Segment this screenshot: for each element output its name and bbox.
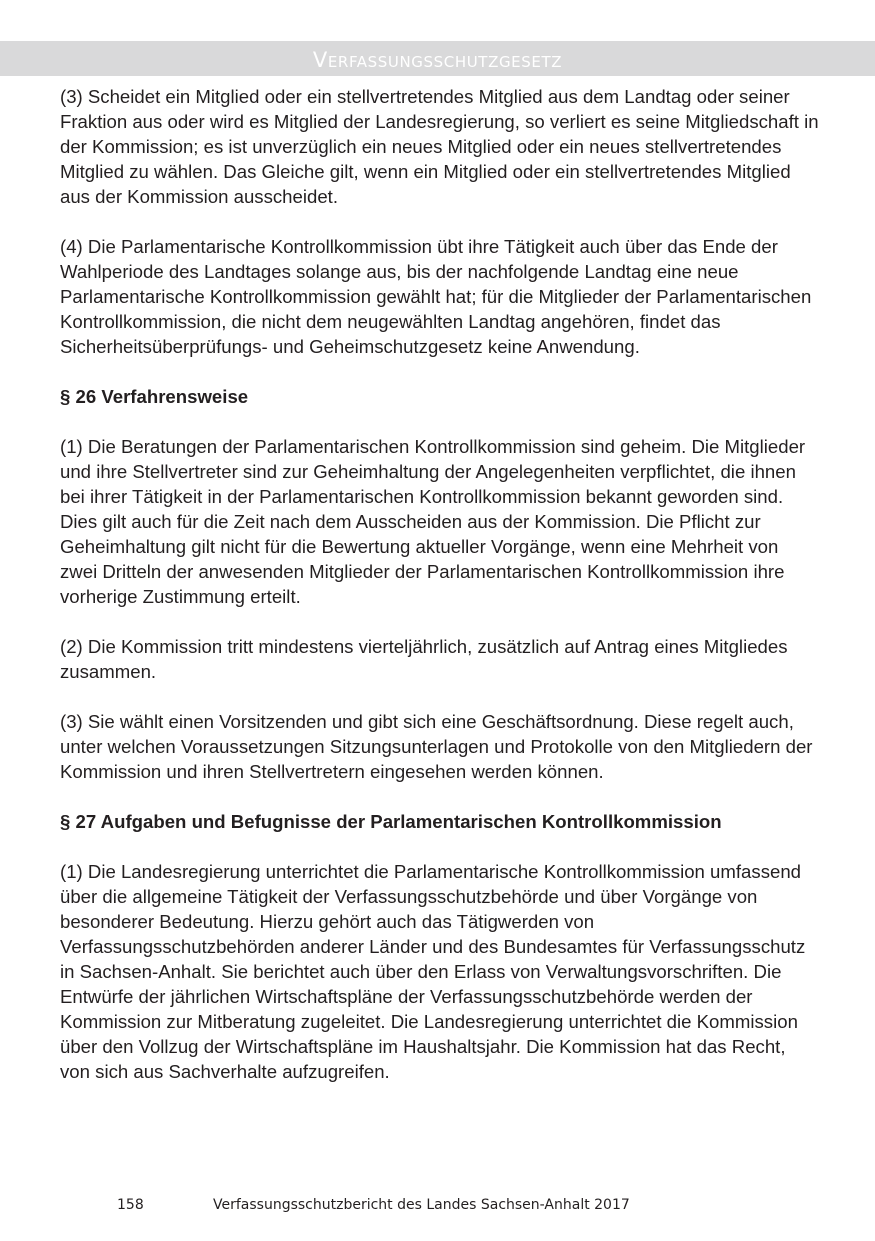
paragraph-26-2: (2) Die Kommission tritt mindestens vierteljährlich, zusätzlich auf Antrag eines Mitgliedes zusammen. [60,636,788,682]
section-heading-26: § 26 Verfahrensweise [60,386,249,407]
document-body [60,84,820,1109]
paragraph-26-3: (3) Sie wählt einen Vorsitzenden und gibt sich eine Geschäftsordnung. Diese regelt auch, unter welchen Voraussetzungen Sitzungsunterlagen und Protokolle von den Mitgliedern der Kommission und ihren Stellvertretern eingesehen werden können. [60,711,813,782]
running-header-title: Verfassungsschutzgesetz [312,48,563,72]
publication-title: Verfassungsschutzbericht des Landes Sachsen-Anhalt 2017 [213,1197,630,1213]
paragraph-27-1: (1) Die Landesregierung unterrichtet die Parlamentarische Kontrollkommission umfassend über die allgemeine Tätigkeit der Verfassungsschutzbehörde und über Vorgänge von besonderer Bedeutung. Hierzu gehört auch das Tätigwerden von Verfassungsschutzbehörden anderer Länder und des Bundesamtes für Verfassungsschutz in Sachsen-Anhalt. Sie berichtet auch über den Erlass von Verwaltungsvorschriften. Die Entwürfe der jährlichen Wirtschaftspläne der Verfassungsschutzbehörde werden der Kommission zur Mitberatung zugeleitet. Die Landesregierung unterrichtet die Kommission über den Vollzug der Wirtschaftspläne im Haushaltsjahr. Die Kommission hat das Recht, von sich aus Sachverhalte aufzugreifen. [60,861,806,1082]
paragraph-26-1: (1) Die Beratungen der Parlamentarischen Kontrollkommission sind geheim. Die Mitglieder und ihre Stellvertreter sind zur Geheimhaltung der Angelegenheiten verpflichtet, die ihnen bei ihrer Tätigkeit in der Parlamentarischen Kontrollkommission bekannt geworden sind. Dies gilt auch für die Zeit nach dem Ausscheiden aus der Kommission. Die Pflicht zur Geheimhaltung gilt nicht für die Bewertung aktueller Vorgänge, wenn eine Mehrheit von zwei Dritteln der anwesenden Mitglieder der Parlamentarischen Kontrollkommission ihre vorherige Zustimmung erteilt. [60,436,806,607]
paragraph-25-3: (3) Scheidet ein Mitglied oder ein stellvertretendes Mitglied aus dem Landtag oder seiner Fraktion aus oder wird es Mitglied der Landesregierung, so verliert es seine Mitgliedschaft in der Kommission; es ist unverzüglich ein neues Mitglied oder ein neues stellvertretendes Mitglied zu wählen. Das Gleiche gilt, wenn ein Mitglied oder ein stellvertretendes Mitglied aus der Kommission ausscheidet. [60,86,819,207]
page-number: 158 [117,1197,144,1213]
section-heading-27: § 27 Aufgaben und Befugnisse der Parlamentarischen Kontrollkommission [60,811,722,832]
paragraph-25-4: (4) Die Parlamentarische Kontrollkommission übt ihre Tätigkeit auch über das Ende der Wahlperiode des Landtages solange aus, bis der nachfolgende Landtag eine neue Parlamentarische Kontrollkommission gewählt hat; für die Mitglieder der Parlamentarischen Kontrollkommission, die nicht dem neugewählten Landtag angehören, findet das Sicherheitsüberprüfungs- und Geheimschutzgesetz keine Anwendung. [60,236,812,357]
